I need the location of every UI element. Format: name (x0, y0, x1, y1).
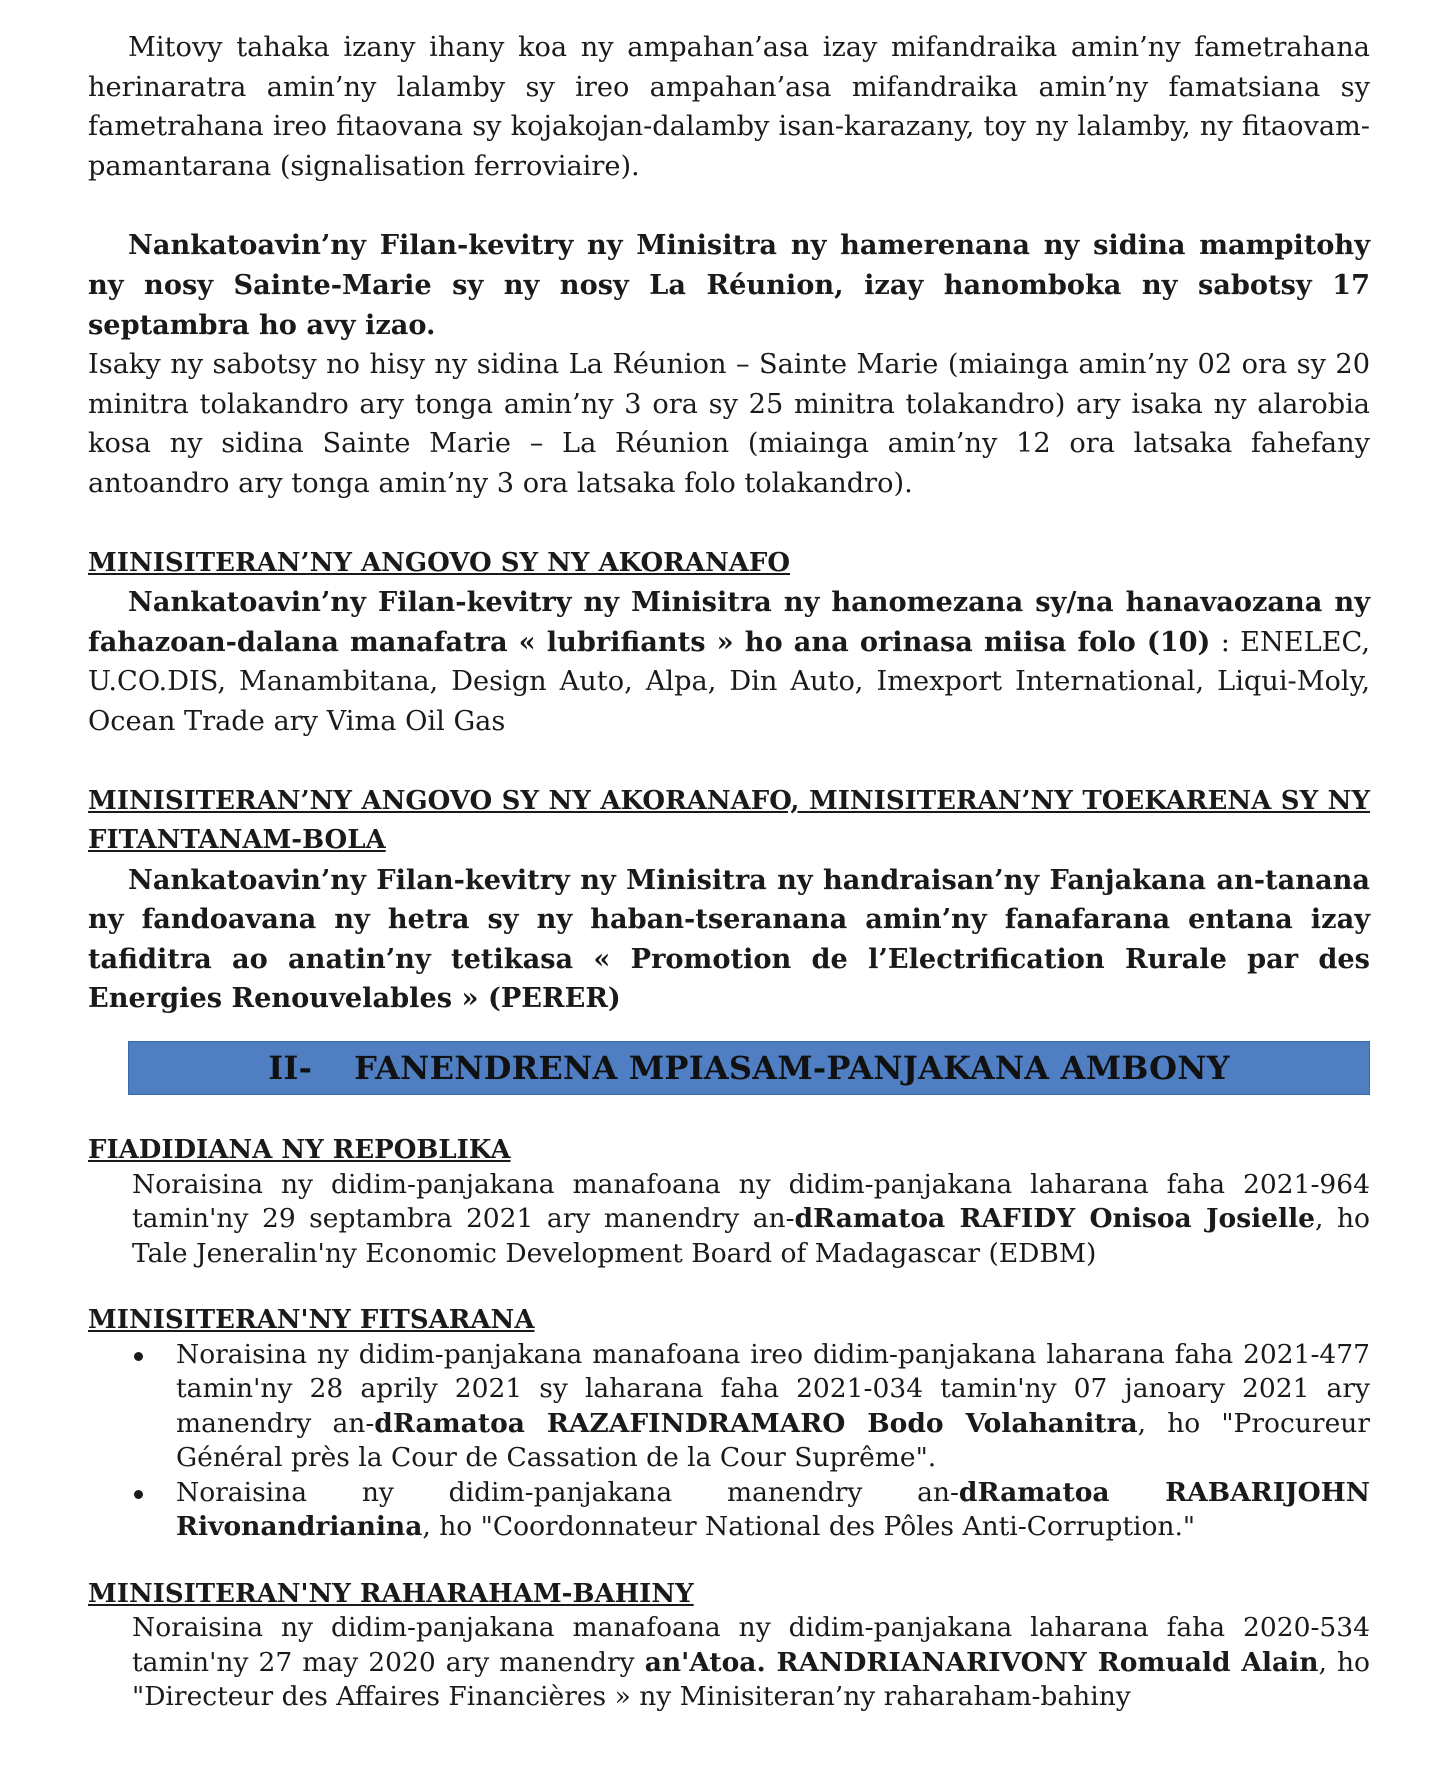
list-item-appointee: dRamatoa RAZAFINDRAMARO Bodo Volahanitra (374, 1407, 1138, 1439)
document-page (88, 28, 1370, 1715)
angovo-toekarena-heading: MINISITERAN’NY ANGOVO SY NY AKORANAFO, MINISITERAN’NY TOEKARENA SY NY FITANTANAM-BOLA (88, 785, 1370, 856)
list-item-appointee: dRamatoa RABARIJOHN Rivonandrianina (176, 1476, 1370, 1543)
raharaham-bahiny-heading: MINISITERAN'NY RAHARAHAM-BAHINY (88, 1578, 694, 1609)
section-title-bar (128, 1041, 1370, 1095)
angovo-decision (88, 583, 1370, 741)
fiadidiana-appointee: dRamatoa RAFIDY Onisoa Josielle (794, 1203, 1316, 1235)
fiadidiana-heading: FIADIDIANA NY REPOBLIKA (88, 1135, 511, 1166)
raharaham-bahiny-role: , ho "Directeur des Affaires Financières » ny Minisiteran’ny raharaham-bahiny (132, 1646, 1371, 1713)
list-item-text: Noraisina ny didim-panjakana manendry an- (176, 1476, 959, 1508)
angovo-heading: MINISITERAN’NY ANGOVO SY NY AKORANAFO (88, 547, 791, 578)
fitsarana-heading: MINISITERAN'NY FITSARANA (88, 1305, 535, 1336)
bullet-icon (134, 1352, 143, 1361)
raharaham-bahiny-paragraph (88, 1611, 1370, 1715)
raharaham-bahiny-text: Noraisina ny didim-panjakana manafoana ny didim-panjakana laharana faha 2020-534 tamin'ny 27 may 2020 ary manendry (132, 1612, 1370, 1678)
angovo-companies: : ENELEC, U.CO.DIS, Manambitana, Design Auto, Alpa, Din Auto, Imexport International, Liqui-Moly, Ocean Trade ary Vima Oil Gas (88, 626, 1370, 737)
list-item (88, 1476, 1370, 1545)
list-item-role: , ho "Procureur Général près la Cour de Cassation de la Cour Suprême". (176, 1407, 1370, 1474)
fiadidiana-role: , ho Tale Jeneralin'ny Economic Development Board of Madagascar (EDBM) (132, 1203, 1370, 1269)
angovo-decision-bold: Nankatoavin’ny Filan-kevitry ny Minisitra ny hanomezana sy/na hanavaozana ny fahazoan-dalana manafatra « lubrifiants » ho ana orinasa miisa folo (10) (88, 586, 1370, 658)
list-item-text: Noraisina ny didim-panjakana manafoana ireo didim-panjakana laharana faha 2021-477 tamin'ny 28 aprily 2021 sy laharana faha 2021-034 tamin'ny 07 janoary 2021 ary manendry an- (176, 1338, 1370, 1439)
raharaham-bahiny-appointee: an'Atoa. RANDRIANARIVONY Romuald Alain (644, 1646, 1319, 1678)
list-item-role: , ho "Coordonnateur National des Pôles Anti-Corruption." (422, 1511, 1196, 1543)
fiadidiana-text: Noraisina ny didim-panjakana manafoana ny didim-panjakana laharana faha 2021-964 tamin'ny 29 septambra 2021 ary manendry an- (132, 1168, 1370, 1235)
sidina-schedule: Isaky ny sabotsy no hisy ny sidina La Réunion – Sainte Marie (miainga amin’ny 02 ora sy 20 minitra tolakandro ary tonga amin’ny 3 ora sy 25 minitra tolakandro) ary isaka ny alarobia kosa ny sidina Sainte Marie – La Réunion (miainga amin’ny 12 ora latsaka fahefany antoandro ary tonga amin’ny 3 ora latsaka folo tolakandro). (88, 349, 1370, 499)
angovo-toekarena-decision: Nankatoavin’ny Filan-kevitry ny Minisitra ny handraisan’ny Fanjakana an-tanana ny fandoavana ny hetra sy ny haban-tseranana amin’ny fanafarana entana izay tafiditra ao anatin’ny tetikasa « Promotion de l’Electrification Rurale par des Energies Renouvelables » (PERER) (88, 863, 1370, 1015)
intro-paragraph: Mitovy tahaka izany ihany koa ny ampahan’asa izay mifandraika amin’ny fametrahana herinaratra amin’ny lalamby sy ireo ampahan’asa mifandraika amin’ny famatsiana sy fametrahana ireo fitaovana sy kojakojan-dalamby isan-karazany, toy ny lalamby, ny fitaovam-pamantarana (signalisation ferroviaire). (88, 32, 1370, 182)
list-item (88, 1338, 1370, 1476)
bullet-icon (134, 1490, 143, 1499)
sidina-decision: Nankatoavin’ny Filan-kevitry ny Minisitra ny hamerenana ny sidina mampitohy ny nosy Sainte-Marie sy ny nosy La Réunion, izay hanomboka ny sabotsy 17 septambra ho avy izao. (88, 229, 1370, 341)
fitsarana-list (88, 1338, 1370, 1545)
section-number: II- (268, 1049, 313, 1088)
section-title: FANENDRENA MPIASAM-PANJAKANA AMBONY (354, 1049, 1230, 1088)
appointments-block (88, 1133, 1370, 1715)
fiadidiana-paragraph (88, 1168, 1370, 1272)
